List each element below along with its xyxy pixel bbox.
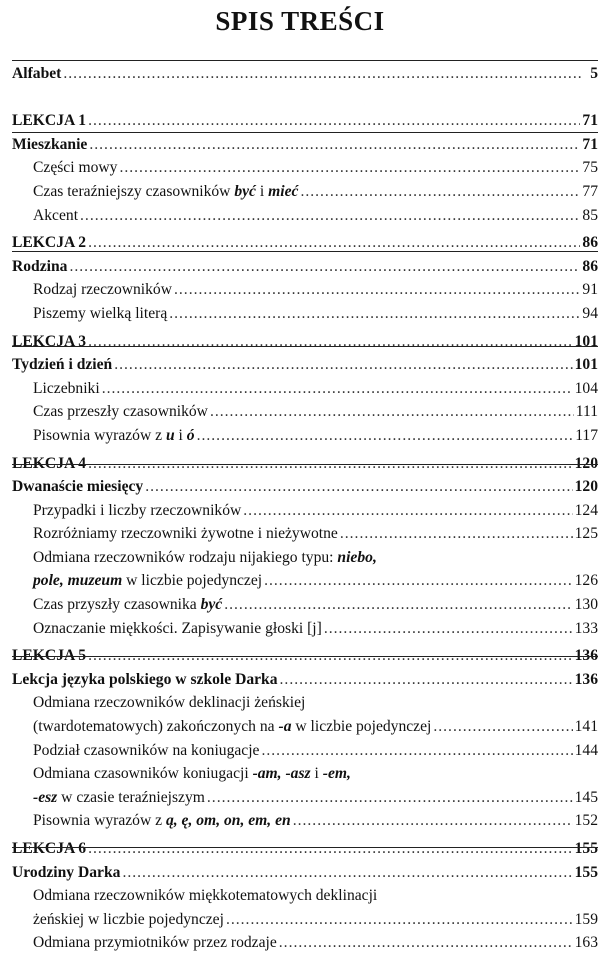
toc-entry[interactable]: Rozróżniamy rzeczowniki żywotne i nieżywotne ..... 125 [12,522,598,546]
toc-entry[interactable]: Czas przeszły czasowników ..... 111 [12,400,598,424]
toc-entry-line1[interactable]: Odmiana rzeczowników miękkotematowych deklinacji [33,887,378,905]
toc-entry-line2[interactable]: żeńskiej w liczbie pojedynczej ..... 159 [12,908,598,932]
toc-lesson-5-topic[interactable]: Lekcja języka polskiego w szkole Darka ..... 136 [12,668,598,692]
toc-lesson-3[interactable]: LEKCJA 3 ..... 101 [12,330,598,354]
toc-entry[interactable]: Rodzaj rzeczowników ..... 91 [12,278,598,302]
toc-lesson-1[interactable]: LEKCJA 1 ..... 71 [12,109,598,133]
toc-lesson-6-topic[interactable]: Urodziny Darka ..... 155 [12,861,598,885]
toc-entry[interactable]: Czas teraźniejszy czasowników być i mieć ..... 77 [12,180,598,204]
toc-entry-line1[interactable]: Odmiana czasowników koniugacji -am, -asz i -em, [33,765,351,783]
top-rule [12,60,598,61]
toc-entry[interactable]: Części mowy ..... 75 [12,156,598,180]
toc-entry-line1[interactable]: Odmiana rzeczowników rodzaju nijakiego typu: niebo, [33,548,377,566]
toc-entry[interactable]: Podział czasowników na koniugacje ..... 144 [12,739,598,763]
table-of-contents [12,62,598,955]
section-rule [12,847,598,848]
toc-entry-line2[interactable]: (twardotematowych) zakończonych na -a w liczbie pojedynczej ..... 141 [12,715,598,739]
toc-entry[interactable]: Przypadki i liczby rzeczowników ..... 124 [12,499,598,523]
toc-entry[interactable]: Odmiana przymiotników przez rodzaje ..... 163 [12,931,598,955]
toc-lesson-2-topic[interactable]: Rodzina ..... 86 [12,255,598,279]
toc-entry[interactable]: Czas przyszły czasownika być ..... 130 [12,593,598,617]
section-rule [12,251,598,252]
toc-entry[interactable]: Liczebniki ..... 104 [12,377,598,401]
toc-entry-alfabet[interactable]: Alfabet ..... 5 [12,62,598,86]
toc-lesson-3-topic[interactable]: Tydzień i dzień ..... 101 [12,353,598,377]
toc-lesson-2[interactable]: LEKCJA 2 ..... 86 [12,231,598,255]
section-rule [12,346,598,347]
toc-entry[interactable]: Oznaczanie miękkości. Zapisywanie głoski [j] ..... 133 [12,617,598,641]
section-rule [12,656,598,657]
toc-entry-line2[interactable]: -esz w czasie teraźniejszym ..... 145 [12,786,598,810]
toc-entry[interactable]: Pisownia wyrazów z ą, ę, om, on, em, en ..... 152 [12,809,598,833]
section-rule [12,132,598,133]
toc-lesson-6[interactable]: LEKCJA 6 ..... 155 [12,837,598,861]
toc-entry[interactable]: Piszemy wielką literą ..... 94 [12,302,598,326]
toc-entry[interactable]: Pisownia wyrazów z u i ó ..... 117 [12,424,598,448]
toc-lesson-4-topic[interactable]: Dwanaście miesięcy ..... 120 [12,475,598,499]
toc-entry[interactable]: Akcent ..... 85 [12,204,598,228]
toc-entry-line1[interactable]: Odmiana rzeczowników deklinacji żeńskiej [33,694,306,712]
toc-lesson-5[interactable]: LEKCJA 5 ..... 136 [12,644,598,668]
section-rule [12,464,598,465]
toc-entry-line2[interactable]: pole, muzeum w liczbie pojedynczej ..... 126 [12,569,598,593]
toc-lesson-4[interactable]: LEKCJA 4 ..... 120 [12,452,598,476]
toc-lesson-1-topic[interactable]: Mieszkanie ..... 71 [12,133,598,157]
page-title: SPIS TREŚCI [215,6,385,36]
